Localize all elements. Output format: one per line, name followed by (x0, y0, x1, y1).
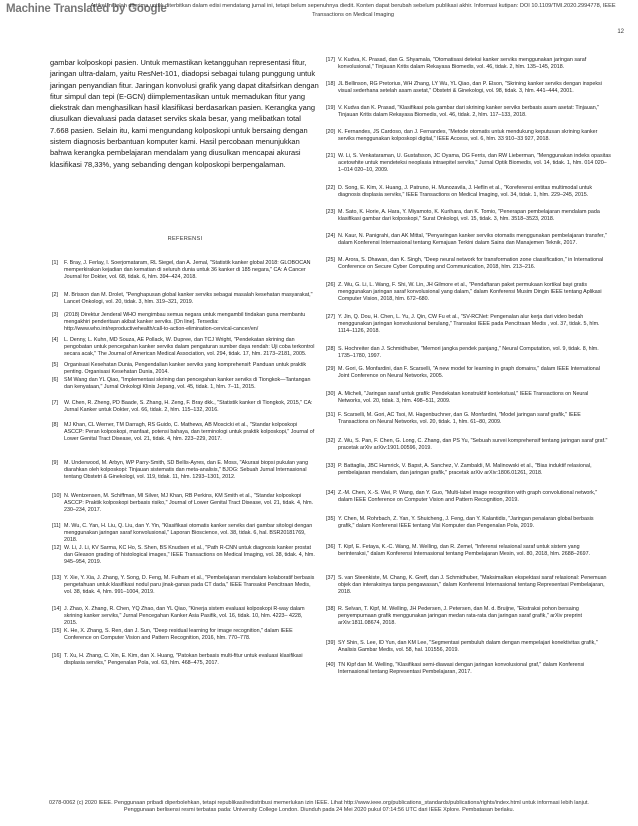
reference-item: [40] TN Kipf dan M. Welling, "Klasifikasi semi-diawasi dengan jaringan konvolusional graf," dalam Konferensi Internasional tentang Representasi Pembelajaran, 2017. (326, 662, 585, 675)
reference-item: [4] L. Denny, L. Kuhn, MD Souza, AE Pollack, W. Dupree, dan TCJ Wright, "Pendekatan skrining dan pengobatan untuk pencegahan kanker serviks dalam pengaturan sumber daya rendah: Uji coba terkontrol secara acak," The Journal of American Medical Association, vol. 294, tidak. 17, hlm. 2173–2181, 2005. (52, 337, 315, 357)
reference-item: [20] K. Fernandes, JS Cardoso, dan J. Fernandes, "Metode otomatis untuk mendukung keputusan skrining kanker serviks menggunakan kolposkopi digital," IEEE Access, vol. 6, hlm. 33 910–33 927, 2018. (326, 129, 598, 142)
reference-item: [1] F. Bray, J. Ferlay, I. Soerjomataram, RL Siegel, dan A. Jemal, "Statistik kanker global 2018: GLOBOCAN memperkirakan kejadian dan kematian di seluruh dunia untuk 36 kanker di 185 negara," CA: A Cancer Journal for Dokter, vol. 68, tidak. 6, hlm. 394–424, 2018. (52, 260, 311, 280)
reference-item: [12] W. Li, J. Li, KV Sarma, KC Ho, S. Shen, BS Knudsen et al., "Path R-CNN untuk diagnosis kanker prostat dan Gleason grading of histological images," IEEE Transactions on Medical Imaging, vol. 38, tidak. 4, hlm. 945–954, 2019. (52, 545, 315, 565)
reference-item: [14] J. Zhao, X. Zhang, R. Chen, YQ Zhao, dan YL Qiao, "Kinerja sistem evaluasi kolposkopi R-way dalam skrining kanker serviks," Jurnal Pencegahan Kanker Asia Pasifik, vol. 16, tidak. 10, hlm. 4223– 4228, 2015. (52, 606, 305, 626)
watermark-text: Machine Translated by Google (6, 3, 167, 15)
reference-item: [16] T. Xu, H. Zhang, C. Xin, E. Kim, dan X. Huang, "Patokan berbasis multi-fitur untuk evaluasi klasifikasi displasia serviks," Pengenalan Pola, vol. 63, hlm. 468–475, 2017. (52, 653, 303, 666)
reference-item: [21] W. Li, S. Venkataraman, U. Gustafsson, JC Oyama, DG Ferris, dan RW Lieberman, "Menggunakan indeks opasitas acetowhite untuk mendeteksi neoplasia intraepitel serviks," Jurnal Optik Biomedis, vol. 14, tidak. 1, hlm. 014 020–1–014 020–10, 2009. (326, 153, 611, 173)
reference-item: [33] P. Battaglia, JBC Hamrick, V. Bapst, A. Sanchez, V. Zambaldi, M. Malinowski et al., "Bias induktif relasional, pembelajaran mendalam, dan jaringan grafik," pracetak arXiv arXiv:1806.01261, 2018. (326, 463, 592, 476)
reference-item: [5] Organisasi Kesehatan Dunia, Pengendalian kanker serviks yang komprehensif: Panduan untuk praktik penting. Organisasi Kesehatan Dunia, 2014. (52, 362, 307, 375)
copyright-line: 0278-0062 (c) 2020 IEEE. Penggunaan pribadi diperbolehkan, tetapi republikasi/redistribusi memerlukan izin IEEE. Lihat http://www.ieee.org/publications_standards/publications/rights/index.html untuk informasi lebih lanjut. (49, 800, 589, 806)
reference-item: [37] S. van Steenkiste, M. Chang, K. Greff, dan J. Schmidhuber, "Maksimalkan ekspektasi saraf relasional: Penemuan objek dan interaksinya tanpa pengawasan," dalam Konferensi Internasional tentang Representasi Pembelajaran, 2018. (326, 575, 607, 595)
license-line: Penggunaan berlisensi resmi terbatas pada: University College London. Diunduh pada 24 Mei 2020 pukul 07:14:56 UTC dari IEEE Xplore. Pembatasan berlaku. (123, 807, 515, 814)
reference-item: [18] JL Bellinson, RG Pretorius, WH Zhang, LY Wu, YL Qiao, dan P. Elson, "Skrining kanker serviks dengan inspeksi visual sederhana setelah asam asetat," Obstetri & Ginekologi, vol. 98, tidak. 3, hlm. 441–444, 2001. (326, 81, 602, 94)
references-heading: REFERENSI (167, 236, 203, 242)
reference-item: [23] M. Sato, K. Horie, A. Hara, Y. Miyamoto, K. Kurihara, dan K. Tomio, "Penerapan pembelajaran mendalam pada klasifikasi gambar dari kolposkopi," Surat Onkologi, vol. 15, tidak. 3, hlm. 3518–3523, 2018. (326, 209, 600, 222)
reference-item: [26] Z. Wu, G. Li, L. Wang, F. Shi, W. Lin, JH Gilmore et al., "Pendaftaran paket permukaan kortikal bayi gratis menggunakan jaringan saraf konvolusional yang dalam," dalam Konferensi Musim Dingin IEEE tentang Aplikasi Computer Vision, 2018, hlm. 672–680. (326, 282, 602, 302)
reference-item: [38] R. Selvan, T. Kipf, M. Welling, JH Pedersen, J. Petersen, dan M. d. Bruijne, "Ekstraksi pohon bersaing penyempurnaan grafik menggunakan jaringan medan rata-rata dan jaringan saraf grafik," arXiv preprint arXiv:1811.08674, 2018. (326, 606, 582, 626)
reference-item: [15] K. He, X. Zhang, S. Ren, dan J. Sun, "Deep residual learning for image recognition," dalam IEEE Conference on Computer Vision and Pattern Recognition, 2016, hlm. 770–778. (52, 628, 293, 641)
reference-item: [39] SY Shin, S. Lee, ID Yun, dan KM Lee, "Segmentasi pembuluh dalam dengan mempelajari konektivitas grafik," Analisis Gambar Medis, vol. 58, hal. 101556, 2019. (326, 640, 598, 653)
reference-item: [25] M. Arora, S. Dhawan, dan K. Singh, "Deep neural network for transformation zone classification," in International Conference on Secure Cyber Computing and Communication, 2018, hlm. 213–216. (326, 257, 604, 270)
reference-item: [27] Y. Jin, Q. Dou, H. Chen, L. Yu, J. Qin, CW Fu et al., "SV-RCNet: Pengenalan alur kerja dari video bedah menggunakan jaringan konvolusional berulang," Transaksi IEEE pada Pencitraan Medis , vol. 37, tidak. 5, hlm. 1114–1126, 2018. (326, 314, 600, 334)
reference-item: [36] T. Kipf, E. Fetaya, K.-C. Wang, M. Welling, dan R. Zemel, "Inferensi relasional saraf untuk sistem yang berinteraksi," dalam Konferensi Internasional tentang Pembelajaran Mesin, vol. 80, 2018, hlm. 2688–2697. (326, 544, 591, 557)
reference-item: [35] Y. Chen, M. Rohrbach, Z. Yan, Y. Shuicheng, J. Feng, dan Y. Kalantidis, "Jaringan penalaran global berbasis grafik," dalam Konferensi IEEE tentang Visi Komputer dan Pengenalan Pola, 2019. (326, 516, 594, 529)
reference-item: [17] V. Kudva, K. Prasad, dan G. Shyamala, "Otomatisasi deteksi kanker serviks menggunakan jaringan saraf konvolusional," Tinjauan Kritis dalam Rekayasa Biomedis, vol. 46, tidak. 2, hlm. 135–145, 2018. (326, 57, 587, 70)
reference-item: [22] D. Song, E. Kim, X. Huang, J. Patruno, H. Munozavila, J. Heflin et al., "Koreferensi entitas multimodal untuk diagnosis displasia serviks," IEEE Transactions on Medical Imaging, vol. 34, tidak. 1, hlm. 229–245, 2015. (326, 185, 593, 198)
reference-item: [2] M. Brisson dan M. Drolet, "Penghapusan global kanker serviks sebagai masalah kesehatan masyarakat," Lancet Onkologi, vol. 20, tidak. 3, hlm. 319–321, 2019. (52, 292, 313, 305)
page-footer (12, 800, 626, 814)
conclusion-paragraph: gambar kolposkopi pasien. Untuk memastikan ketangguhan representasi fitur, jaringan ultra-dalam, yaitu ResNet-101, diadopsi sebagai tulang punggung untuk jaringan penyandian fitur. Jaringan konvolusi grafik yang dapat ditafsirkan dengan fitur simpul dan tepi (E-GCN) diimplementasikan untuk memadukan fitur yang diekstrak dan menghasilkan hasil klasifikasi berdasarkan pasien. Kerangka yang diusulkan dievaluasi pada dataset serviks skala besar, yang melibatkan total 7.668 pasien. Selain itu, kami mengundang kolposkopi untuk bersaing dengan sistem diagnosis berbantuan komputer kami. Hasil percobaan menunjukkan bahwa kerangka pembelajaran mendalam yang diusulkan mencapai akurasi klasifikasi 78,33%, yang sebanding dengan kolposkopi berpengalaman. (50, 58, 319, 169)
reference-item: [8] MJ Khan, CL Werner, TM Darragh, RS Guido, C. Mathews, AB Moscicki et al., "Standar kolposkopi ASCCP: Peran kolposkopi, manfaat, potensi bahaya, dan terminologi untuk praktik kolposkopi," Journal of Lower Genital Tract Disease, vol. 21, tidak. 4, hlm. 223–229, 2017. (52, 422, 315, 442)
reference-item: [10] N. Wentzensen, M. Schiffman, MI Silver, MJ Khan, RB Perkins, KM Smith et al., "Standar kolposkopi ASCCP: Praktik kolposkopi berbasis risiko," Journal of Lower Genital Tract Disease, vol. 21, tidak. 4, hlm. 230–234, 2017. (52, 493, 314, 513)
reference-item: [30] A. Micheli, "Jaringan saraf untuk grafik: Pendekatan konstruktif kontekstual," IEEE Transactions on Neural Networks, vol. 20, tidak. 3, hlm. 498–511, 2009. (326, 391, 589, 404)
reference-item: [19] V. Kudva dan K. Prasad, "Klasifikasi pola gambar dari skrining kanker serviks berbasis asam asetat: Tinjauan," Tinjauan Kritis dalam Rekayasa Biomedis, vol. 46, tidak. 2, hlm. 117–133, 2018. (326, 105, 600, 118)
reference-item: [32] Z. Wu, S. Pan, F. Chen, G. Long, C. Zhang, dan PS Yu, "Sebuah survei komprehensif tentang jaringan saraf graf." pracetak arXiv arXiv:1901.00596, 2019. (326, 438, 608, 451)
header-citation-line: Artikel ini telah diterima untuk diterbitkan dalam edisi mendatang jurnal ini, tetapi belum sepenuhnya diedit. Konten dapat berubah sebelum publikasi akhir. Informasi kutipan: DOI 10.1109/TMI.2020.2994778, IEEE (90, 3, 616, 9)
reference-item: [7] W. Chen, R. Zheng, PD Baade, S. Zhang, H. Zeng, F. Bray dkk., "Statistik kanker di Tiongkok, 2015," CA: Jurnal Kanker untuk Dokter, vol. 66, tidak. 2, hlm. 115–132, 2016. (52, 400, 313, 413)
reference-item: [29] M. Gori, G. Monfardini, dan F. Scarselli, "A new model for learning in graph domains," dalam IEEE International Joint Conference on Neural Networks, 2005. (326, 366, 600, 379)
reference-item: [24] N. Kaur, N. Panigrahi, dan AK Mittal, "Penyaringan kanker serviks otomatis menggunakan pembelajaran transfer," dalam Konferensi Internasional tentang Kemajuan Terkini dalam Sains dan Manajemen Teknik, 2017. (326, 233, 607, 246)
reference-item: [3] (2018) Direktur Jenderal WHO mengimbau semua negara untuk mengambil tindakan guna membantu mengakhiri penderitaan akibat kanker serviks. [On line]. Tersedia: http://www.who.int/reproductivehealth/call-to-action-elimination-cervical-cancer/en/ (52, 312, 306, 332)
reference-item: [11] M. Wu, C. Yan, H. Liu, Q. Liu, dan Y. Yin, "Klasifikasi otomatis kanker serviks dari gambar sitologi dengan menggunakan jaringan saraf konvolusional," Laporan Bioscience, vol. 38, tidak. 6, hal. BSR20181769, 2018. (52, 523, 313, 543)
reference-item: [13] Y. Xie, Y. Xia, J. Zhang, Y. Song, D. Feng, M. Fulham et al., "Pembelajaran mendalam kolaboratif berbasis pengetahuan untuk klasifikasi nodul paru jinak-ganas pada CT dada," IEEE Transaksi Pencitraan Medis, vol. 38, tidak. 4, hlm. 991–1004, 2019. (52, 575, 315, 595)
reference-item: [31] F. Scarselli, M. Gori, AC Tsoi, M. Hagenbuchner, dan G. Monfardini, "Model jaringan saraf grafik," IEEE Transactions on Neural Networks, vol. 20, tidak. 1, hlm. 61–80, 2009. (326, 412, 581, 425)
reference-item: [6] SM Wang dan YL Qiao, "Implementasi skrining dan pencegahan kanker serviks di Tiongkok—Tantangan dan kenyataan," Jurnal Onkologi Klinis Jepang, vol. 45, tidak. 1, hlm. 7–11, 2015. (52, 377, 311, 390)
reference-item: [34] Z.-M. Chen, X.-S. Wei, P. Wang, dan Y. Guo, "Multi-label image recognition with graph convolutional network," dalam IEEE Conference on Computer Vision and Pattern Recognition, 2019. (326, 490, 598, 503)
reference-item: [28] S. Hochreiter dan J. Schmidhuber, "Memori jangka pendek panjang," Neural Computation, vol. 9, tidak. 8, hlm. 1735–1780, 1997. (326, 346, 599, 359)
page-number: 12 (617, 29, 624, 35)
reference-item: [9] M. Underwood, M. Arbyn, WP Parry-Smith, SD Bellis-Ayres, dan E. Moss, "Akurasi biopsi pukulan yang diarahkan oleh kolposkopi: Tinjauan sistematis dan meta-analisis," BJOG: Sebuah Jurnal Internasional tentang Obstetri & Ginekologi, vol. 119, tidak. 11, hlm. 1293–1301, 2012. (52, 460, 309, 480)
header-journal-line: Transactions on Medical Imaging (312, 12, 394, 18)
